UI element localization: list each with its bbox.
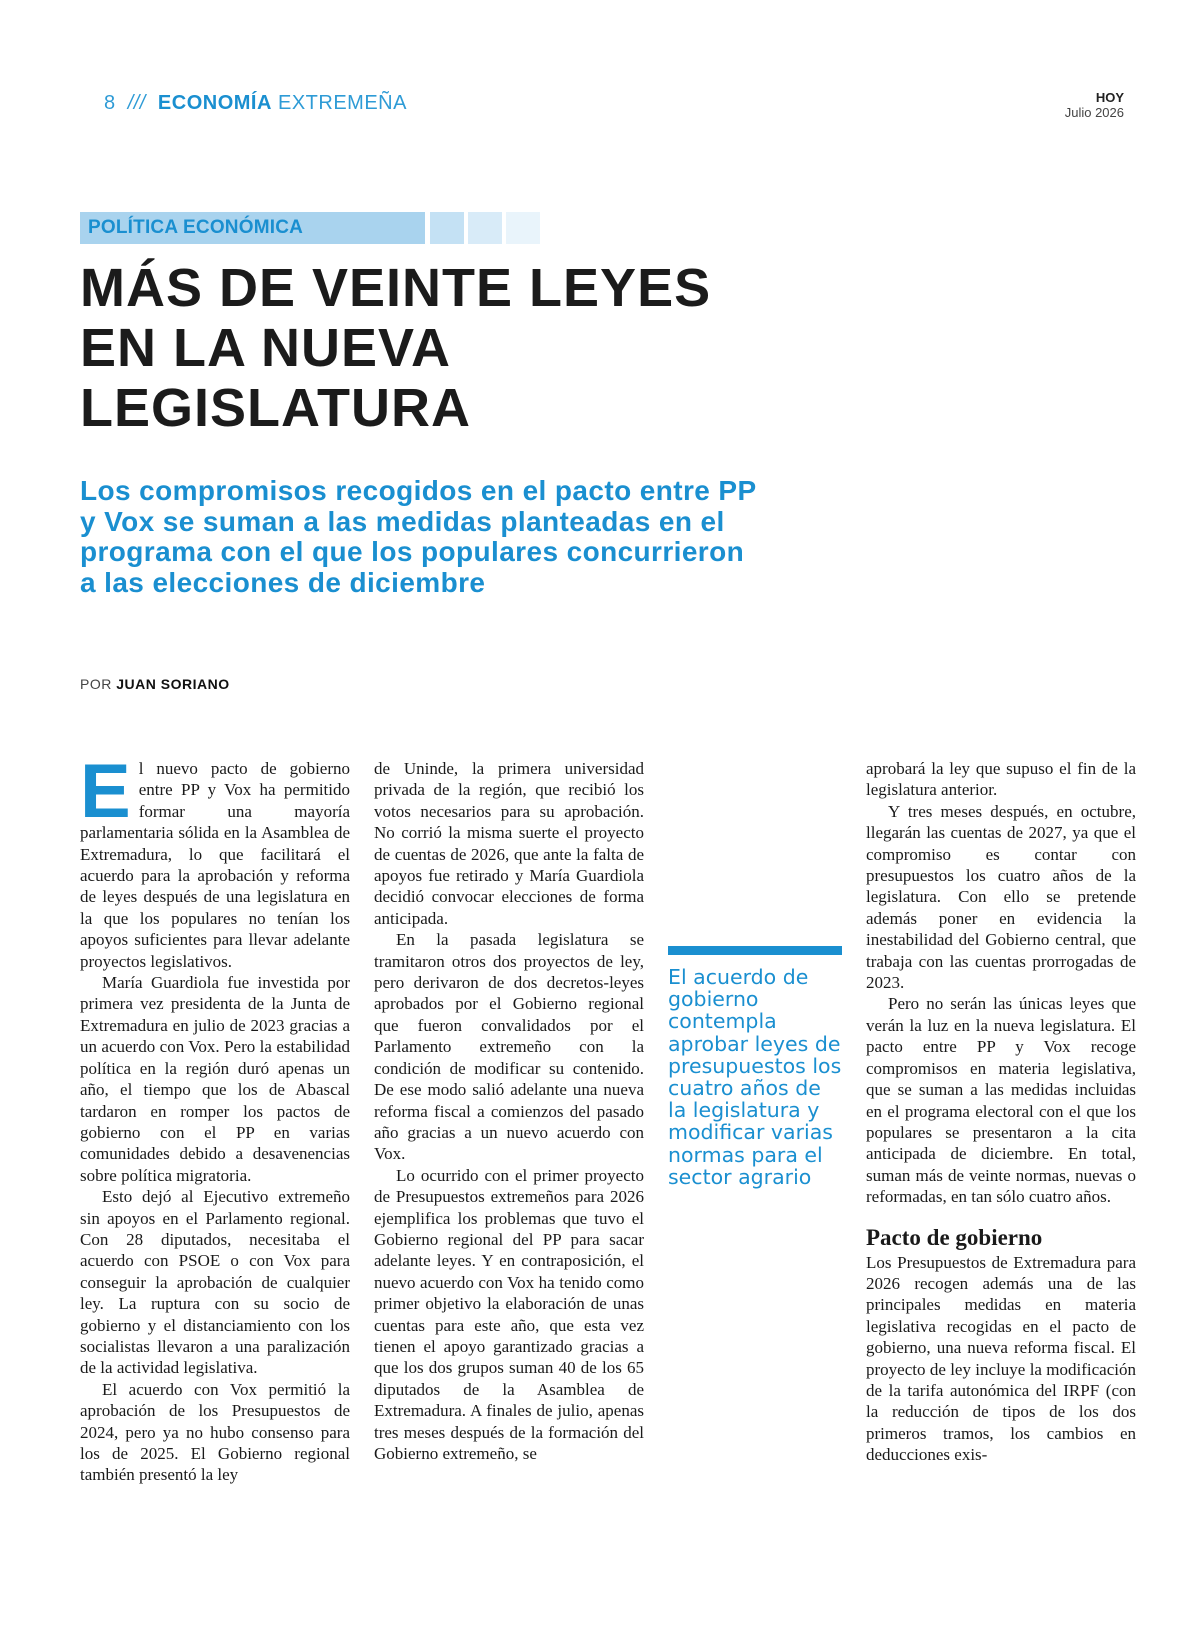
running-head	[104, 92, 407, 115]
masthead	[1065, 90, 1124, 120]
drop-cap: E	[80, 749, 131, 834]
body-paragraph: El acuerdo con Vox permitió la aprobación de los Presupuestos de 2024, pero ya no hubo consenso para los de 2025. El Gobierno regional también presentó la ley	[80, 1379, 350, 1485]
body-paragraph: Esto dejó al Ejecutivo extremeño sin apoyos en el Parlamento regional. Con 28 diputados, necesitaba el acuerdo con PSOE o con Vox para conseguir la aprobación de cualquier ley. La ruptura con su socio de gobierno y el distanciamiento con los socialistas llevaron a una paralización de la actividad legislativa.	[80, 1187, 350, 1378]
body-column-1	[80, 749, 350, 1486]
page-number: 8	[104, 92, 116, 114]
byline	[80, 676, 230, 692]
kicker-decoration	[468, 212, 502, 244]
kicker-decoration	[506, 212, 540, 244]
body-paragraph: En la pasada legislatura se tramitaron otros dos proyectos de ley, pero derivaron de dos decretos-leyes aprobados por el Gobierno regional que fueron convalidados por el Parlamento extremeño con la condición de modificar su contenido. De ese modo salió adelante una nueva reforma fiscal a comienzos del pasado año gracias a un nuevo acuerdo con Vox.	[374, 930, 644, 1164]
byline-prefix: POR	[80, 676, 112, 692]
kicker: POLÍTICA ECONÓMICA	[88, 217, 304, 238]
section-subhead: Pacto de gobierno	[866, 1224, 1043, 1250]
body-paragraph: Lo ocurrido con el primer proyecto de Presupuestos extremeños para 2026 ejemplifica los problemas que tuvo el Gobierno regional del PP para sacar adelante leyes. Y en contraposición, el nuevo acuerdo con Vox ha tenido como primer objetivo la elaboración de unas cuentas para este año, que esta vez tienen el apoyo garantizado gracias a que los dos grupos suman 40 de los 65 diputados de la Asamblea de Extremadura. A finales de julio, apenas tres meses después de la formación del Gobierno extremeño, se	[374, 1165, 644, 1463]
section-separator: ///	[127, 92, 146, 114]
section-name: ECONOMÍA	[157, 92, 272, 114]
body-paragraph: l nuevo pacto de gobierno entre PP y Vox ha permitido formar una mayoría parlamentaria sólida en la Asamblea de Extremadura, lo que facilitará el acuerdo para la aprobación y reforma de leyes después de una legislatura en la que los populares no tenían los apoyos suficientes para llevar adelante proyectos legislativos.	[80, 759, 350, 971]
body-paragraph: aprobará la ley que supuso el fin de la legislatura anterior.	[866, 759, 1136, 800]
body-paragraph: Los Presupuestos de Extremadura para 2026 recogen además una de las principales medidas en materia legislativa recogidas en el pacto de gobierno, una nueva reforma fiscal. El proyecto de ley incluye la modificación de la tarifa autonómica del IRPF (con la reducción de tipos de los dos primeros tramos, los cambios en deducciones exis-	[866, 1252, 1136, 1465]
issue-date: Julio 2026	[1064, 105, 1124, 120]
byline-author: JUAN SORIANO	[116, 676, 230, 692]
pullquote: El acuerdo de gobierno contempla aprobar leyes de presupuestos los cuatro años de la legislatura y modificar varias normas para el sector agrario	[668, 965, 842, 1189]
body-column-3	[866, 758, 1136, 1466]
body-paragraph: Pero no serán las únicas leyes que verán la luz en la nueva legislatura. El pacto entre PP y Vox recoge compromisos en materia legislativa, que se suman a las medidas incluidas en el programa electoral con el que los populares se presentaron a la cita anticipada de diciembre. En total, suman más de veinte normas, nuevas o reformadas, en tan sólo cuatro años.	[866, 994, 1136, 1207]
headline: MÁS DE VEINTE LEYES EN LA NUEVA LEGISLATURA	[80, 258, 712, 438]
body-paragraph: de Uninde, la primera universidad privada de la región, que recibió los votos necesarios para su aprobación. No corrió la misma suerte el proyecto de cuentas de 2026, que ante la falta de apoyos fue retirado y María Guardiola decidió convocar elecciones de forma anticipada.	[374, 759, 644, 928]
subtitle: Los compromisos recogidos en el pacto entre PP y Vox se suman a las medidas planteadas en el programa con el que los populares concurrieron a las elecciones de diciembre	[80, 475, 757, 598]
section-subname: EXTREMEÑA	[277, 92, 407, 114]
publication-name: HOY	[1095, 90, 1124, 105]
kicker-decoration	[430, 212, 464, 244]
body-column-2	[374, 758, 644, 1464]
body-paragraph: María Guardiola fue investida por primera vez presidenta de la Junta de Extremadura en julio de 2023 gracias a un acuerdo con Vox. Pero la estabilidad política en la región duró apenas un año, el tiempo que los de Abascal tardaron en romper los pactos de gobierno con el PP en varias comunidades debido a desavenencias sobre política migratoria.	[80, 973, 350, 1185]
pullquote-rule	[668, 946, 842, 955]
body-paragraph: Y tres meses después, en octubre, llegarán las cuentas de 2027, ya que el compromiso es contar con presupuestos los cuatro años de la legislatura. Con ello se pretende además poner en evidencia la inestabilidad del Gobierno central, que trabaja con las cuentas prorrogadas de 2023.	[866, 801, 1136, 993]
